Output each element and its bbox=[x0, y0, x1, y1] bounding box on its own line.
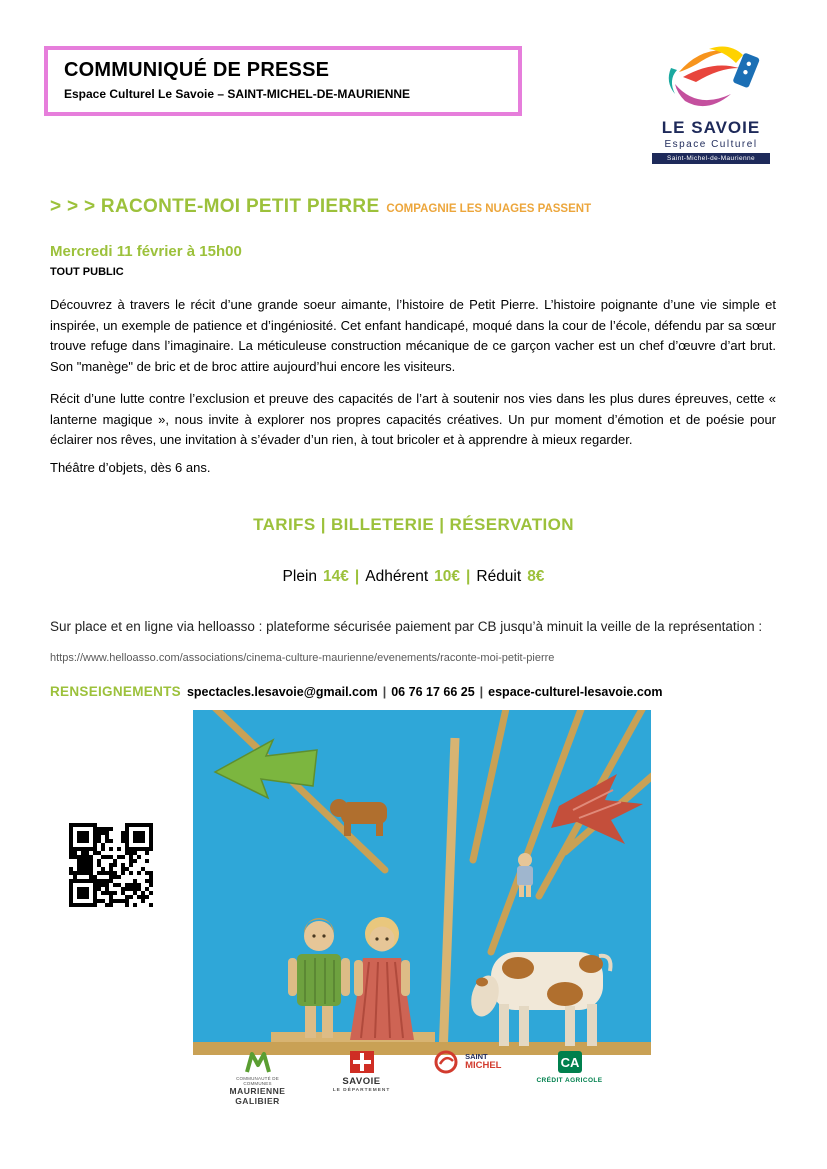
company-name: COMPAGNIE LES NUAGES PASSENT bbox=[386, 203, 592, 215]
logo-saint-michel bbox=[430, 1050, 502, 1074]
show-photo bbox=[193, 710, 651, 1055]
le-savoie-logo bbox=[652, 40, 770, 164]
le-savoie-logo-icon bbox=[659, 40, 763, 116]
footer-logos bbox=[0, 1050, 827, 1106]
logo-subtitle: Espace Culturel bbox=[664, 139, 758, 150]
maurienne-galibier-icon bbox=[245, 1050, 271, 1074]
logo-line2: GALIBIER bbox=[235, 1096, 280, 1106]
logo-line2: LE DÉPARTEMENT bbox=[332, 1088, 391, 1093]
contact-email[interactable]: spectacles.lesavoie@gmail.com bbox=[186, 685, 378, 699]
press-title: COMMUNIQUÉ DE PRESSE bbox=[64, 59, 330, 81]
logo-top-text: COMMUNAUTÉ DE COMMUNES bbox=[236, 1076, 279, 1086]
logo-credit-agricole bbox=[534, 1050, 606, 1084]
separator: | bbox=[382, 685, 387, 699]
description-paragraph-1: Découvrez à travers le récit d’une grande soeur aimante, l’histoire de Petit Pierre. L’histoire poignante d’une vie simple et inspirée, un exemple de patience et d’ingéniosité. Cet enfant handicapé, moqué dans la cour de l’école, défendu par sa sœur trouve refuge dans l’imaginaire. La méticuleuse construction mécanique de ce garçon vacher est un chef d’œuvre d’art brut. Son "manège" de bric et de broc attire aujourd’hui encore les visiteurs. bbox=[50, 297, 776, 374]
saint-michel-icon bbox=[434, 1050, 458, 1074]
logo-maurienne-galibier bbox=[222, 1050, 294, 1106]
description-paragraph-2: Récit d’une lutte contre l’exclusion et preuve des capacités de l’art à soutenir nos vies dans les plus dures épreuves, cette « lanterne magique », nous invite à explorer nos propres capacités créatives. Un pur moment d’émotion et de poésie pour éclairer nos rêves, une invitation à s’évader d’un rien, à tout bricoler et à apprendre à mieux regarder. bbox=[50, 391, 776, 447]
credit-agricole-icon bbox=[557, 1050, 583, 1074]
press-release-box bbox=[44, 46, 522, 116]
tarifs-heading: TARIFS | BILLETERIE | RÉSERVATION bbox=[253, 515, 574, 534]
logo-line2: MICHEL bbox=[465, 1060, 502, 1071]
svg-text:CA: CA bbox=[560, 1055, 579, 1070]
separator: | bbox=[466, 568, 471, 585]
tickets-info-text: Sur place et en ligne via helloasso : plateforme sécurisée paiement par CB jusqu’à minuit la veille de la représentation : bbox=[50, 619, 763, 634]
price-value-adherent: 10€ bbox=[434, 568, 461, 585]
logo-line1: CRÉDIT AGRICOLE bbox=[536, 1077, 603, 1084]
logo-line1: SAINT bbox=[465, 1052, 488, 1061]
contact-line bbox=[50, 684, 790, 699]
logo-savoie-departement bbox=[326, 1050, 398, 1093]
show-title-line bbox=[50, 196, 790, 218]
logo-line1: SAVOIE bbox=[342, 1076, 381, 1087]
logo-city-band: Saint-Michel-de-Maurienne bbox=[652, 153, 770, 164]
price-label-adherent: Adhérent bbox=[365, 568, 429, 585]
tickets-info bbox=[50, 612, 776, 673]
pricing-line bbox=[0, 568, 827, 586]
genre-line: Théâtre d’objets, dès 6 ans. bbox=[50, 460, 211, 475]
price-label-reduit: Réduit bbox=[476, 568, 522, 585]
price-value-reduit: 8€ bbox=[527, 568, 545, 585]
logo-name: LE SAVOIE bbox=[661, 118, 761, 137]
separator: | bbox=[354, 568, 360, 585]
contact-website[interactable]: espace-culturel-lesavoie.com bbox=[488, 685, 663, 699]
savoie-flag-icon bbox=[349, 1050, 375, 1074]
qr-code bbox=[66, 820, 156, 910]
price-value-plein: 14€ bbox=[323, 568, 349, 585]
press-subtitle: Espace Culturel Le Savoie – SAINT-MICHEL-DE-MAURIENNE bbox=[64, 87, 411, 101]
price-label-plein: Plein bbox=[282, 568, 318, 585]
show-title: > > > RACONTE-MOI PETIT PIERRE bbox=[50, 196, 380, 217]
separator: | bbox=[479, 685, 484, 699]
helloasso-link[interactable]: https://www.helloasso.com/associations/cinema-culture-maurienne/evenements/raconte-moi-petit-pierre bbox=[50, 652, 555, 664]
contact-label: RENSEIGNEMENTS bbox=[50, 684, 181, 699]
show-datetime: Mercredi 11 février à 15h00 bbox=[50, 243, 242, 260]
contact-phone: 06 76 17 66 25 bbox=[391, 685, 475, 699]
logo-line1: MAURIENNE bbox=[229, 1086, 286, 1096]
audience-label: TOUT PUBLIC bbox=[50, 266, 124, 278]
